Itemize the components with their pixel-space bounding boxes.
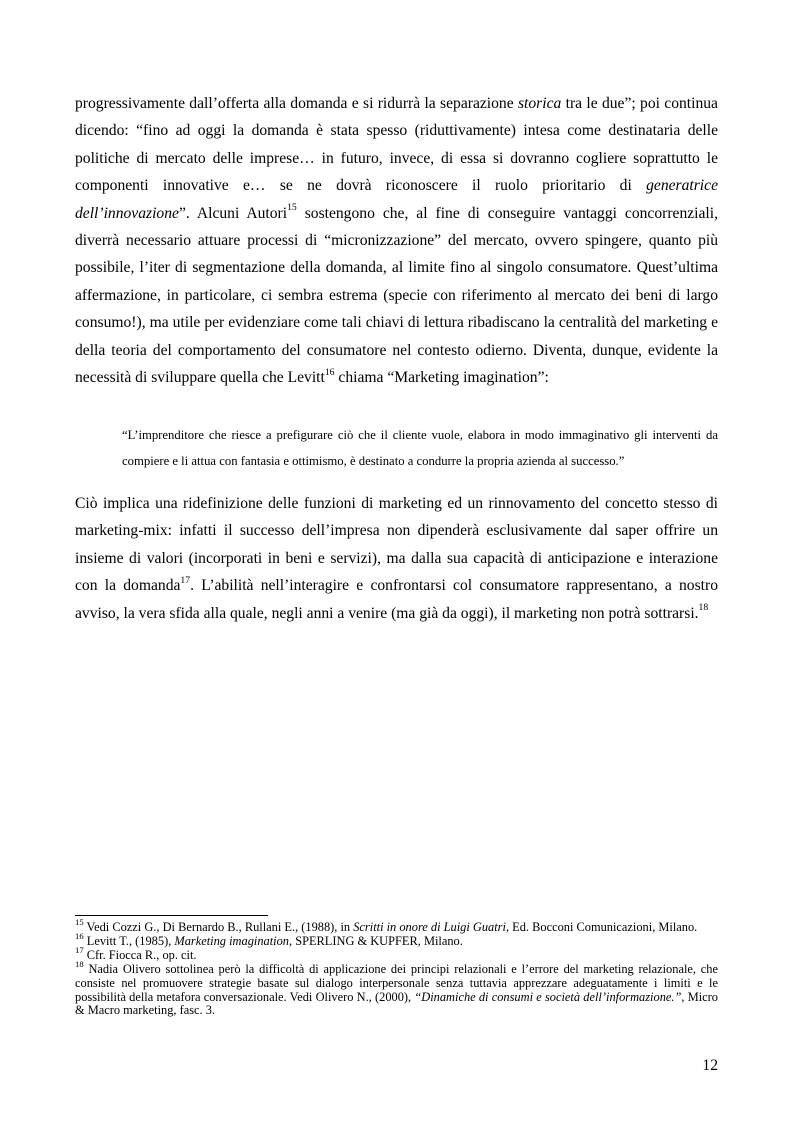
footnote-title: “Dinamiche di consumi e società dell’informazione.”, (414, 989, 685, 1004)
footnotes-section (75, 917, 718, 1018)
body-paragraph-1 (75, 90, 718, 391)
footnote-text: Vedi Cozzi G., Di Bernardo B., Rullani E., (1988), in (83, 920, 354, 934)
footnote-15 (75, 917, 718, 935)
para1-text-3: ”. Alcuni Autori (178, 204, 288, 222)
footnote-text: Cfr. Fiocca R., op. cit. (83, 947, 197, 962)
levitt-quotation: “L’imprenditore che riesce a prefigurare ciò che il cliente vuole, elabora in modo immaginativo gli interventi da compiere e li attua con fantasia e ottimismo, è destinato a condurre la propria azienda al successo.” (122, 428, 718, 468)
body-paragraph-2 (75, 490, 718, 627)
footnote-title: Marketing imagination (174, 933, 289, 948)
footnote-ref-16[interactable]: 16 (324, 366, 335, 378)
footnote-separator (75, 915, 268, 916)
footnote-16 (75, 931, 718, 949)
para1-text-4: sostengono che, al fine di conseguire vantaggi concorrenziali, diverrà necessario attuare processi di “micronizzazione” del mercato, ovvero spingere, quanto più possibile, l’iter di segmentazione della domanda, al limite fino al singolo consumatore. Quest’ultima affermazione, in particolare, ci sembra estrema (specie con riferimento al mercato dei beni di largo consumo!), ma utile per evidenziare come tali chiavi di lettura ribadiscano la centralità del marketing e della teoria del comportamento del consumatore nel contesto odierno. Diventa, dunque, evidente la necessità di sviluppare quella che Levitt (75, 204, 718, 387)
footnote-text: Nadia Olivero sottolinea però la difficoltà di applicazione dei principi relazionali e l’errore del marketing relazionale, che consiste nel promuovere strategie basate sul dialogo interpersonale senza tuttavia apprezzare adeguatamente i limiti e le possibilità della metafora conversazionale. Vedi Olivero N., (2000), (75, 961, 718, 1004)
footnote-text: Micro & Macro marketing, fasc. 3. (75, 989, 718, 1018)
footnote-number: 15 (75, 917, 84, 928)
para1-emphasis-storica: storica (517, 95, 562, 112)
para1-text-5: chiama “Marketing imagination”: (334, 369, 549, 387)
footnote-number: 18 (75, 959, 84, 970)
footnote-ref-18[interactable]: 18 (698, 602, 709, 614)
footnote-ref-15[interactable]: 15 (287, 202, 297, 214)
footnote-number: 17 (75, 945, 84, 956)
footnote-text: Ed. Bocconi Comunicazioni, Milano. (509, 920, 698, 934)
footnote-text: Levitt T., (1985), (83, 933, 175, 948)
para1-text-1: progressivamente dall’offerta alla domanda e si ridurrà la separazione (75, 95, 518, 112)
footnote-18 (75, 959, 718, 1019)
footnote-title: Scritti in onore di Luigi Guatri, (353, 920, 510, 934)
footnote-ref-17[interactable]: 17 (180, 575, 191, 587)
page-number: 12 (702, 1057, 718, 1074)
para2-text-1: Ciò implica una ridefinizione delle funzioni di marketing ed un rinnovamento del concetto stesso di marketing-mix: infatti il successo dell’impresa non dipenderà esclusivamente dal saper offrire un insieme di valori (incorporati in beni e servizi), ma dalla sua capacità di anticipazione e interazione con la domanda (75, 495, 718, 595)
para1-emphasis-generatrice: generatrice dell’innovazione (75, 177, 718, 222)
footnote-text: , SPERLING & KUPFER, Milano. (289, 933, 463, 948)
para1-text-2: tra le due”; poi continua dicendo: “fino ad oggi la domanda è stata spesso (riduttivamente) intesa come destinataria delle politiche di mercato delle imprese… in futuro, invece, di essa si dovranno cogliere soprattutto le componenti innovative e… se ne dovrà riconoscere il ruolo prioritario di (75, 95, 718, 195)
para2-text-2: . L’abilità nell’interagire e confrontarsi col consumatore rappresentano, a nostro avviso, la vera sfida alla quale, negli anni a venire (ma già da oggi), il marketing non potrà sottrarsi. (75, 577, 718, 622)
footnote-number: 16 (75, 931, 84, 942)
footnote-17 (75, 945, 718, 963)
